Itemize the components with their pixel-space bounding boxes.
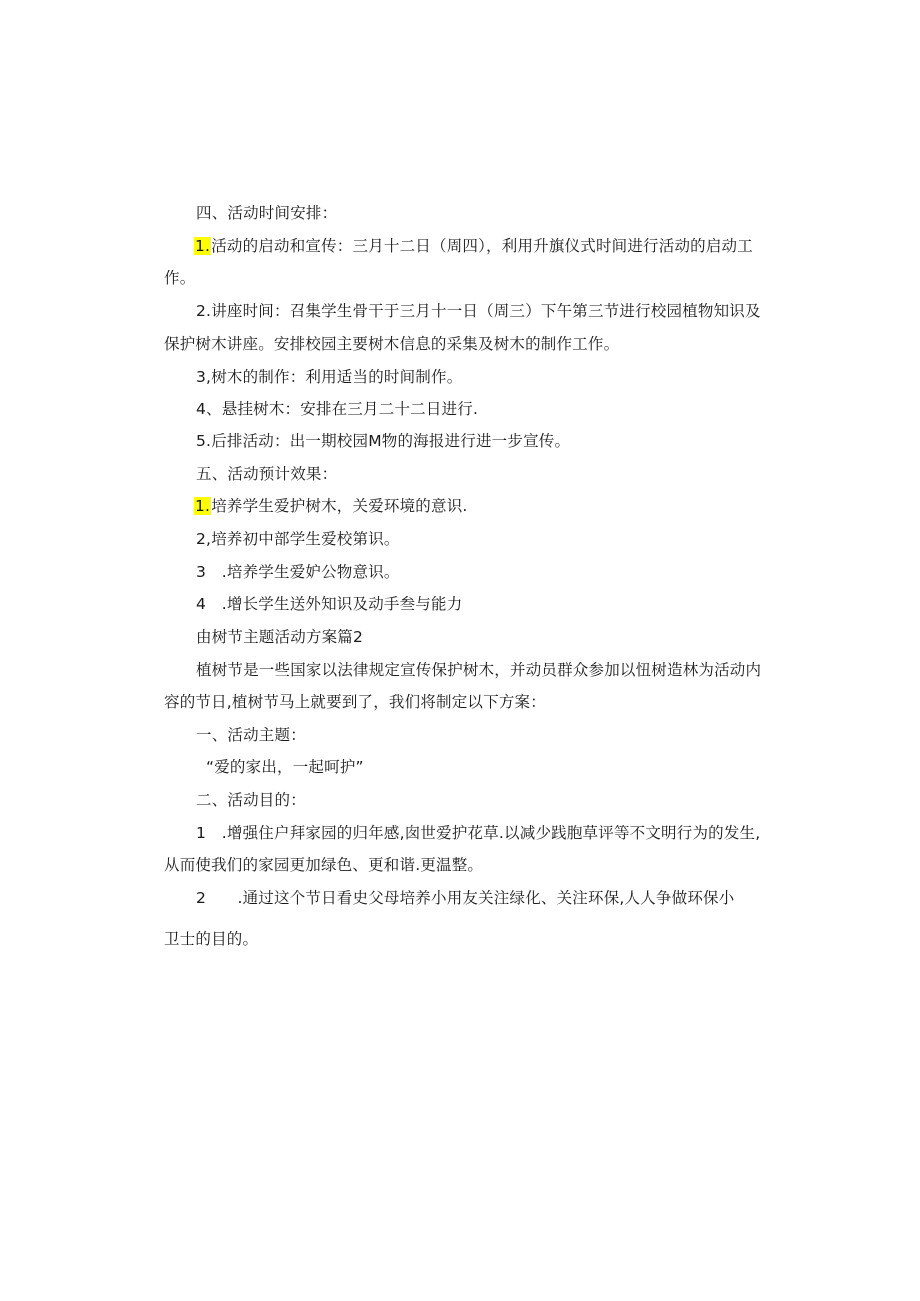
section-heading-effect: 五、活动预计效果：: [196, 465, 338, 483]
list-item-continuation: 卫士的目的。: [164, 930, 259, 948]
theme-slogan: “爱的家出，一起呵护”: [206, 758, 364, 776]
list-item-continuation: 保护树木讲座。安排校园主要树木信息的采集及树木的制作工作。: [164, 335, 620, 353]
list-item-purpose-2: 2 .通过这个节日看史父母培养小用友关注绿化、关注环保,人人争做环保小: [196, 889, 735, 907]
article-title: 由树节主题活动方案篇2: [196, 628, 364, 646]
list-item-effect-1: [194, 496, 468, 516]
highlighted-list-marker: 1.: [195, 237, 211, 255]
list-item-schedule-4: 4、悬挂树木：安排在三月二十二日进行.: [196, 400, 479, 418]
highlighted-list-marker: 1.: [195, 497, 211, 515]
list-item-effect-3: 3 .培养学生爱妒公物意识。: [196, 563, 400, 581]
list-item-continuation: 作。: [164, 269, 196, 287]
list-item-schedule-3: 3,树木的制作：利用适当的时间制作。: [196, 368, 463, 386]
list-item-continuation: 从而使我们的家园更加绿色、更和谐.更温整。: [164, 856, 484, 874]
list-item-schedule-5: 5.后排活动：出一期校园M物的海报进行进一步宣传。: [196, 432, 571, 450]
section-heading-schedule: 四、活动时间安排：: [196, 204, 338, 222]
paragraph-intro-continuation: 容的节日,植树节马上就要到了，我们将制定以下方案：: [164, 693, 546, 711]
section-heading-purpose: 二、活动目的：: [196, 791, 306, 809]
list-item-effect-2: 2,培养初中部学生爱校第识。: [196, 530, 400, 548]
paragraph-intro: 植树节是一些国家以法律规定宣传保护树木，并动员群众参加以忸树造林为活动内: [196, 661, 762, 679]
list-item-schedule-2: 2.讲座时间：召集学生骨干于三月十一日（周三）下午第三节进行校园植物知识及: [196, 302, 761, 320]
list-item-schedule-1: [194, 236, 753, 256]
list-item-effect-4: 4 .增长学生送外知识及动手叁与能力: [196, 595, 463, 613]
list-item-purpose-1: 1 .增强住户拜家园的归年感,囱世爱护花草.以减少践胞草评等不文明行为的发生,: [196, 824, 761, 842]
list-item-text: 培养学生爱护树木，关爱环境的意识.: [211, 497, 468, 515]
list-item-text: 活动的启动和宣传：三月十二日（周四），利用升旗仪式时间进行活动的启动工: [211, 237, 753, 255]
section-heading-theme: 一、活动主题：: [196, 726, 306, 744]
